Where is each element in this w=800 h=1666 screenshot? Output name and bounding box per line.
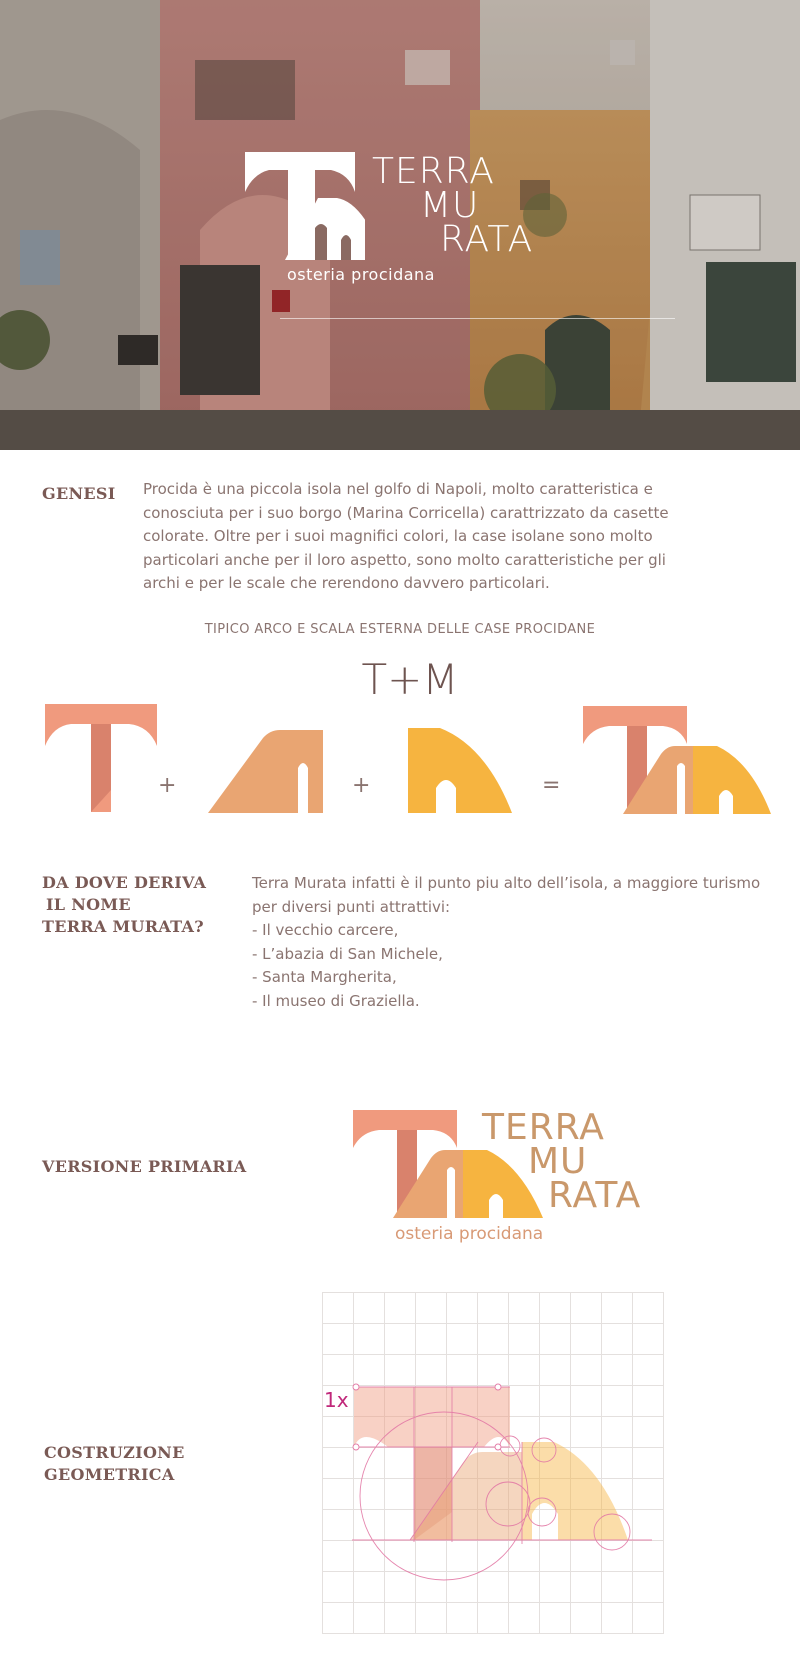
- equals-sign: =: [542, 773, 561, 798]
- hero-logo-word-rata: RATA: [440, 219, 534, 260]
- house-arch-shape: [408, 728, 514, 815]
- list-item: - Il vecchio carcere,: [252, 921, 399, 939]
- name-origin-intro: per diversi punti attrattivi:: [252, 897, 451, 916]
- list-item: - Il museo di Graziella.: [252, 991, 420, 1010]
- hero-divider: [280, 318, 675, 319]
- construction-heading-line: COSTRUZIONE: [44, 1443, 185, 1462]
- arch-stair-shape: [208, 730, 326, 815]
- name-origin-intro: Terra Murata infatti è il punto piu alto dell’isola, a maggiore turismo: [252, 874, 761, 892]
- name-origin-paragraph: [252, 872, 792, 1013]
- primary-word-rata: RATA: [548, 1175, 642, 1216]
- genesi-paragraph: [143, 478, 783, 596]
- genesi-line: archi e per le scale che rerendono davvero particolari.: [143, 574, 550, 592]
- primary-heading: VERSIONE PRIMARIA: [42, 1157, 247, 1176]
- genesi-heading: GENESI: [42, 484, 116, 503]
- list-item: - Santa Margherita,: [252, 968, 397, 986]
- primary-subtitle: osteria procidana: [395, 1224, 544, 1244]
- hero-banner: [0, 0, 800, 450]
- list-item: - L’abazia di San Michele,: [252, 944, 443, 963]
- construction-heading-line: GEOMETRICA: [44, 1465, 175, 1484]
- arch-caption: TIPICO ARCO E SCALA ESTERNA DELLE CASE PROCIDANE: [204, 622, 596, 637]
- equation-title: T+M: [361, 655, 459, 704]
- combined-mark: [583, 706, 773, 816]
- t-shape: [45, 704, 160, 814]
- hero-logo-word-terra: TERRA: [372, 151, 495, 192]
- hero-logo-word-mu: MU: [420, 185, 480, 226]
- name-origin-heading: [42, 872, 206, 938]
- construction-heading: [44, 1442, 185, 1486]
- name-origin-heading-line: IL NOME: [46, 895, 131, 914]
- genesi-line: Procida è una piccola isola nel golfo di Napoli, molto caratteristica e: [143, 480, 653, 498]
- construction-grid: [322, 1292, 664, 1634]
- plus-sign-1: +: [158, 773, 177, 798]
- primary-word-terra: TERRA: [482, 1107, 605, 1148]
- name-origin-heading-line: TERRA MURATA?: [42, 917, 204, 936]
- attractions-list: [252, 919, 792, 1013]
- genesi-line: conosciuta per i suo borgo (Marina Corricella) carattrizzato da casette: [143, 503, 669, 522]
- genesi-line: particolari anche per il loro aspetto, sono molto caratteristiche per gli: [143, 550, 666, 569]
- hero-subtitle: osteria procidana: [287, 265, 435, 284]
- genesi-line: colorate. Oltre per i suoi magnifici colori, la case isolane sono molto: [143, 527, 653, 545]
- unit-label: 1x: [324, 1388, 349, 1412]
- name-origin-heading-line: DA DOVE DERIVA: [42, 873, 207, 892]
- primary-word-mu: MU: [528, 1141, 588, 1182]
- plus-sign-2: +: [352, 773, 371, 798]
